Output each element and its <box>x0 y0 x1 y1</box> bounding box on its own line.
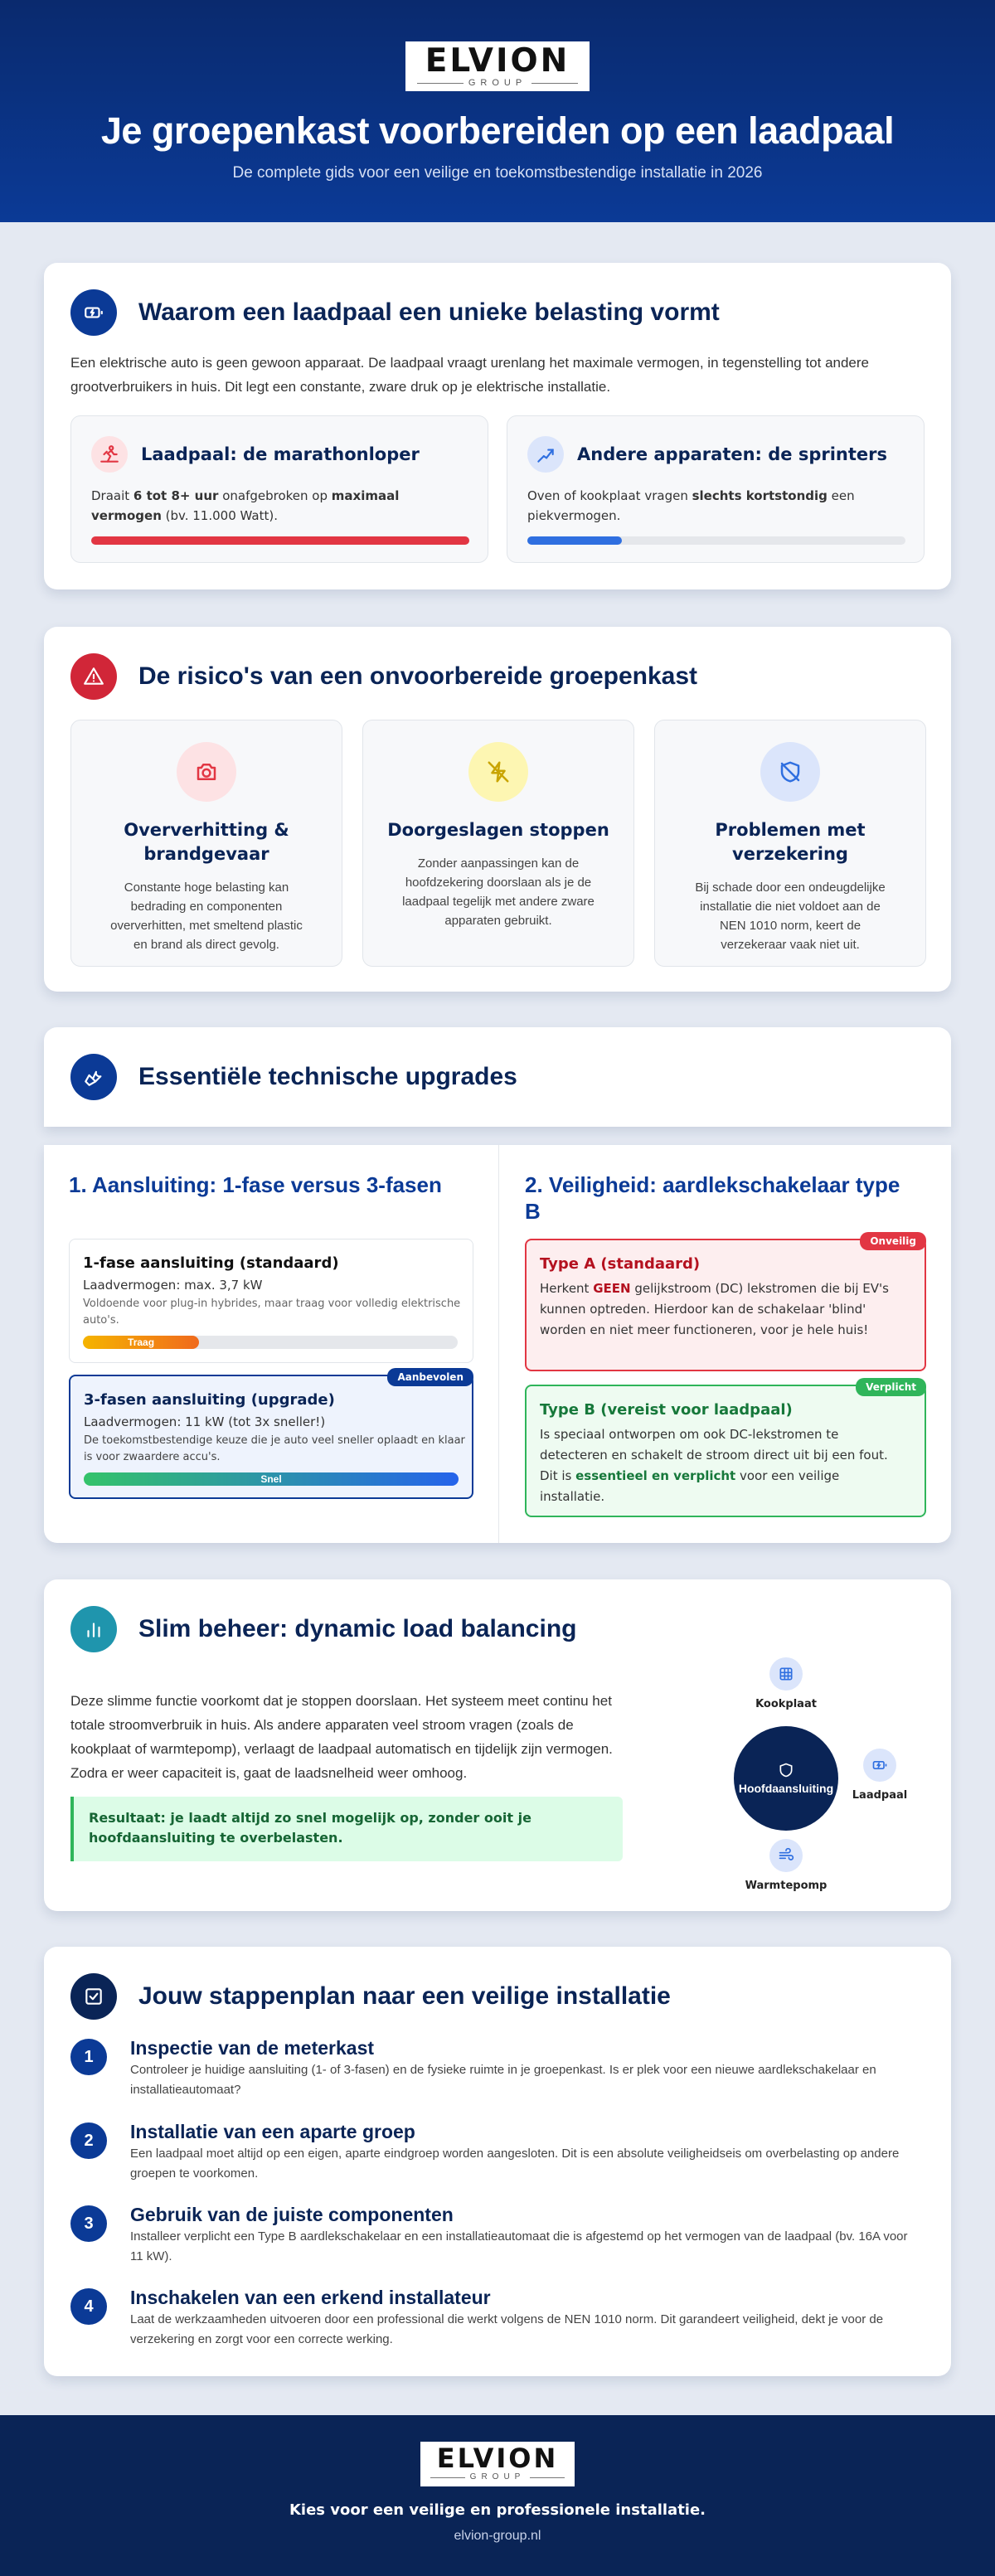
option-power: Laadvermogen: 11 kW (tot 3x sneller!) <box>84 1414 326 1429</box>
logo-sub: GROUP <box>468 78 527 88</box>
recommended-badge: Aanbevolen <box>387 1368 473 1386</box>
warning-icon <box>70 653 117 700</box>
type-text: Herkent GEEN gelijkstroom (DC) lekstromen die bij EV's kunnen optreden. Hierdoor kan de schakelaar 'blind' worden en niet meer functioneren, voor je hele huis! <box>540 1281 889 1337</box>
page-subtitle: De complete gids voor een veilige en toekomstbestendige installatie in 2026 <box>232 164 763 182</box>
section-title: Essentiële technische upgrades <box>138 1063 517 1090</box>
option-1-phase <box>69 1239 473 1363</box>
risk-insurance <box>654 720 926 967</box>
step-text: Laat de werkzaamheden uitvoeren door een professional die werkt volgens de NEN 1010 norm. Dit garandeert veiligheid, dekt je voor de verzekering en zorgt voor een correcte werking. <box>130 2312 884 2346</box>
section-title: Jouw stappenplan naar een veilige installatie <box>138 1982 671 2010</box>
section-intro: Een elektrische auto is geen gewoon apparaat. De laadpaal vraagt urenlang het maximale vermogen, in tegenstelling tot andere grootverbruikers in huis. Dit legt een constante, zware druk op je elektrische installatie. <box>70 355 870 395</box>
section-step-plan <box>44 1947 951 2376</box>
footer-url[interactable]: elvion-group.nl <box>454 2529 541 2543</box>
section-title: Waarom een laadpaal een unieke belasting vormt <box>138 298 720 326</box>
section-upgrades-header <box>44 1027 951 1127</box>
ev-charger-icon <box>70 289 117 336</box>
logo-name: ELVION <box>425 42 570 80</box>
bar-chart-icon <box>70 1606 117 1652</box>
option-desc: De toekomstbestendige keuze die je auto veel sneller oplaadt en klaar is voor zwaardere accu's. <box>84 1434 465 1463</box>
risk-text: Constante hoge belasting kan bedrading en componenten oververhitten, met smeltend plastic en brand als direct gevolg. <box>110 880 303 952</box>
option-title: 3-fasen aansluiting (upgrade) <box>84 1391 335 1409</box>
section-title: De risico's van een onvoorbereide groepenkast <box>138 662 698 690</box>
risk-text: Zonder aanpassingen kan de hoofdzekering doorslaan als je de laadpaal tegelijk met andere zware apparaten gebruikt. <box>402 856 595 928</box>
shield-icon <box>778 1762 794 1778</box>
sprint-icon <box>527 436 564 473</box>
card-title: Laadpaal: de marathonloper <box>141 444 420 464</box>
section-upgrades-body <box>44 1145 951 1543</box>
option-power: Laadvermogen: max. 3,7 kW <box>83 1278 263 1293</box>
type-title: Type B (vereist voor laadpaal) <box>540 1401 793 1419</box>
step-title: Installatie van een aparte groep <box>130 2121 415 2142</box>
risk-title: Oververhitting & brandgevaar <box>124 820 289 864</box>
step-number: 2 <box>70 2122 107 2159</box>
load-bar-fill <box>527 536 622 545</box>
cooktop-icon <box>769 1657 803 1691</box>
risk-title: Problemen met verzekering <box>715 820 866 864</box>
step-number: 1 <box>70 2039 107 2075</box>
charger-node-icon <box>863 1749 896 1782</box>
checklist-icon <box>70 1973 117 2020</box>
appliances-card <box>507 415 925 563</box>
risk-fuses <box>362 720 634 967</box>
elvion-logo[interactable] <box>405 41 590 91</box>
page-title: Je groepenkast voorbereiden op een laadpaal <box>100 109 895 152</box>
page-header <box>0 0 995 222</box>
risk-text: Bij schade door een ondeugdelijke installatie die niet voldoet aan de NEN 1010 norm, keert de verzekeraar vaak niet uit. <box>695 880 886 952</box>
risk-title: Doorgeslagen stoppen <box>387 820 609 840</box>
option-title: 1-fase aansluiting (standaard) <box>83 1254 339 1272</box>
speed-bar <box>83 1336 458 1349</box>
step-title: Gebruik van de juiste componenten <box>130 2204 454 2225</box>
speed-bar-fill: Snel <box>84 1472 459 1486</box>
step-number: 4 <box>70 2288 107 2325</box>
node-label: Warmtepomp <box>745 1880 828 1892</box>
type-b-card <box>525 1381 926 1517</box>
camera-icon <box>177 742 236 802</box>
risk-overheating <box>70 720 342 967</box>
card-text: Draait 6 tot 8+ uur onafgebroken op maximaal vermogen (bv. 11.000 Watt). <box>91 488 400 523</box>
logo-name: ELVION <box>436 2443 559 2474</box>
safety-heading: 2. Veiligheid: aardlekschakelaar type B <box>525 1172 900 1224</box>
result-box <box>70 1797 623 1861</box>
step-number: 3 <box>70 2205 107 2242</box>
logo-sub: GROUP <box>469 2472 526 2481</box>
type-a-card <box>525 1235 926 1371</box>
load-bar-fill <box>91 536 469 545</box>
option-3-phase <box>69 1371 473 1499</box>
zap-off-icon <box>468 742 528 802</box>
phase-heading: 1. Aansluiting: 1-fase versus 3-fasen <box>69 1172 442 1197</box>
option-desc: Voldoende voor plug-in hybrides, maar traag voor volledig elektrische auto's. <box>83 1298 461 1327</box>
card-title: Andere apparaten: de sprinters <box>577 444 888 464</box>
node-label: Hoofdaansluiting <box>738 1782 834 1795</box>
step-text: Een laadpaal moet altijd op een eigen, aparte eindgroep worden aangesloten. Dit is een absolute veiligheidseis om overbelasting op andere groepen te voorkomen. <box>130 2147 900 2181</box>
type-text: Is speciaal ontworpen om ook DC-lekstromen te detecteren en schakelt de stroom direct uit bij een fout. Dit is essentieel en verplicht voor een veilige installatie. <box>540 1427 888 1504</box>
load-bar <box>91 536 469 545</box>
section-load-balancing <box>44 1579 951 1911</box>
charger-card <box>70 415 488 563</box>
step-text: Installeer verplicht een Type B aardlekschakelaar en een installatieautomaat die is afgestemd op het vermogen van de laadpaal (bv. 16A voor 11 kW). <box>130 2229 908 2263</box>
step-title: Inschakelen van een erkend installateur <box>130 2287 491 2308</box>
runner-icon <box>91 436 128 473</box>
step-title: Inspectie van de meterkast <box>130 2037 375 2059</box>
page-footer <box>0 2415 995 2576</box>
step-text: Controleer je huidige aansluiting (1- of 3-fasen) en de fysieke ruimte in je groepenkast. Is er plek voor een nieuwe aardlekschakelaar en installatieautomaat? <box>130 2063 876 2097</box>
speed-bar <box>84 1472 459 1486</box>
section-unique-load <box>44 263 951 589</box>
lb-text: Deze slimme functie voorkomt dat je stoppen doorslaan. Het systeem meet continu het totale stroomverbruik in huis. Als andere apparaten veel stroom vragen (zoals de kookplaat of warmtepomp), verlaagt de laadpaal automatisch en tijdelijk zijn vermogen. Zodra er weer capaciteit is, gaat de laadsnelheid weer omhoog. <box>70 1693 613 1781</box>
required-badge: Verplicht <box>856 1378 926 1396</box>
section-title: Slim beheer: dynamic load balancing <box>138 1615 577 1642</box>
type-title: Type A (standaard) <box>540 1255 701 1273</box>
card-text: Oven of kookplaat vragen slechts kortstondig een piekvermogen. <box>527 488 855 523</box>
footer-tagline: Kies voor een veilige en professionele installatie. <box>289 2501 706 2519</box>
heat-pump-icon <box>769 1839 803 1872</box>
load-bar <box>527 536 905 545</box>
unsafe-badge: Onveilig <box>860 1232 926 1250</box>
main-connection-node <box>734 1726 838 1831</box>
node-label: Kookplaat <box>755 1698 817 1710</box>
wrench-icon <box>70 1054 117 1100</box>
section-risks <box>44 627 951 992</box>
speed-bar-fill: Traag <box>83 1336 199 1349</box>
result-text: Resultaat: je laadt altijd zo snel mogelijk op, zonder ooit je hoofdaansluiting te overbelasten. <box>89 1810 531 1846</box>
shield-off-icon <box>760 742 820 802</box>
footer-logo[interactable] <box>420 2442 575 2486</box>
node-label: Laadpaal <box>852 1789 908 1802</box>
